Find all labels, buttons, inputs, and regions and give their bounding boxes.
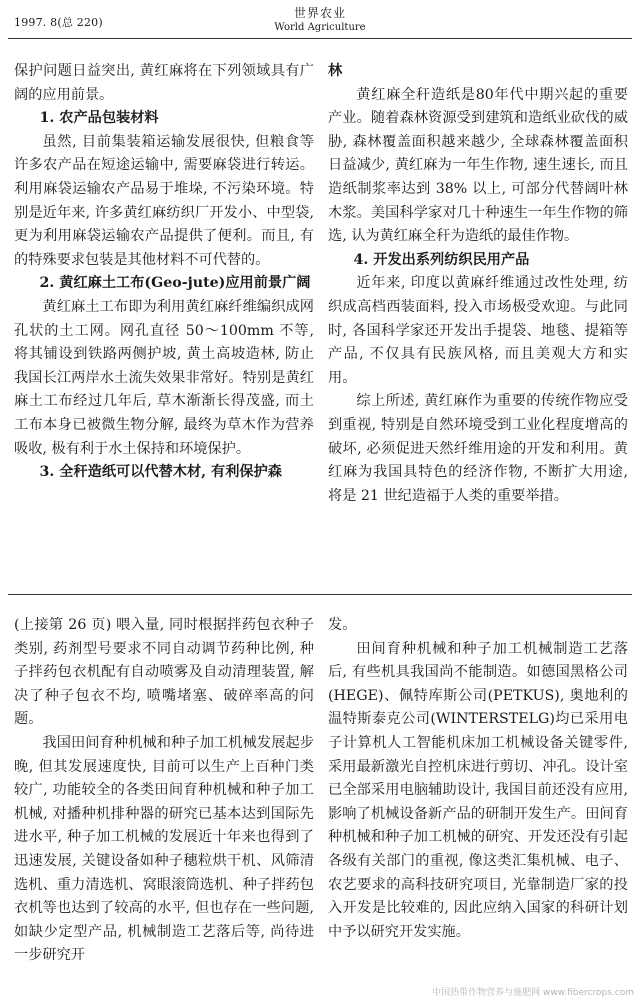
header-rule [8, 38, 632, 39]
issue-number: 1997. 8(总 220) [14, 16, 103, 29]
paragraph: 田间育种机械和种子加工机械制造工艺落后, 有些机具我国尚不能制造。如德国黑格公司(HEGE)、佩特库斯公司(PETKUS), 奥地利的温特斯泰克公司(WINTERSTELG)均已采用电子计算机人工智能机床加工机械设备关键零件, 采用最新激光自控机床进行剪切、冲孔。设计室已全部采用电脑辅助设计, 我国目前还没有应用, 影响了机械设备新产品的研制开发生产。田间育种机械和种子加工机械的研究、开发还没有引起各级有关部门的重视, 像这类汇集机械、电子、农艺要求的高科技研究项目, 光靠制造厂家的投入开发是比较难的, 因此应纳入国家的科研计划中予以研究开发实施。 [328, 640, 628, 940]
section-heading-continued: 林 [328, 63, 343, 79]
paragraph: 综上所述, 黄红麻作为重要的传统作物应受到重视, 特别是自然环境受到工业化程度增高的破坏, 必须促进天然纤维用途的开发和利用。黄红麻为我国具特色的经济作物, 不断扩大用途, 将是 21 世纪造福于人类的重要举措。 [328, 393, 628, 504]
paragraph: 发。 [328, 617, 357, 633]
journal-title-en: World Agriculture [274, 22, 366, 33]
paragraph: 保护问题日益突出, 黄红麻将在下列领域具有广阔的应用前景。 [14, 63, 314, 103]
section-heading: 3. 全秆造纸可以代替木材, 有利保护森 [39, 464, 282, 481]
article-column-3 [14, 614, 314, 968]
article-column-1 [14, 60, 314, 485]
watermark: 中国热带作物营养与施肥网 www.fibercrops.com [432, 988, 634, 998]
paragraph: 黄红麻全秆造纸是80年代中期兴起的重要产业。随着森林资源受到建筑和造纸业砍伐的威胁, 森林覆盖面积越来越少, 全球森林覆盖面积日益减少, 黄红麻为一年生作物, 速生速长, 而且造纸制浆率达到 38% 以上, 可部分代替阔叶林木浆。美国科学家对几十种速生一年生作物的筛选, 认为黄红麻全秆为造纸的最佳作物。 [328, 86, 628, 245]
journal-title-cn: 世界农业 [293, 6, 346, 20]
page-header [0, 0, 640, 48]
article-column-2 [328, 60, 628, 508]
section-heading: 4. 开发出系列纺织民用产品 [353, 251, 530, 268]
paragraph: 虽然, 目前集装箱运输发展很快, 但粮食等许多农产品在短途运输中, 需要麻袋进行转运。利用麻袋运输农产品易于堆垛, 不污染环境。特别是近年来, 许多黄红麻纺织厂开发小、中型袋, 更为利用麻袋运输农产品提供了便利。而且, 有的特殊要求包装是其他材料不可代替的。 [14, 133, 314, 268]
section-divider [8, 594, 632, 595]
journal-title [0, 5, 640, 34]
paragraph: (上接第 26 页) 喂入量, 同时根据拌药包衣种子类别, 药剂型号要求不同自动调节药种比例, 种子拌药包衣机配有自动喷雾及自动清理装置, 解决了种子包衣不均, 喷嘴堵塞、破碎率高的问题。 [14, 617, 314, 728]
paragraph: 近年来, 印度以黄麻纤维通过改性处理, 纺织成高档西装面料, 投入市场极受欢迎。与此同时, 各国科学家还开发出手提袋、地毯、提箱等产品, 不仅具有民族风格, 而且美观大方和实用。 [328, 275, 628, 386]
article-column-4 [328, 614, 628, 944]
paragraph: 我国田间育种机械和种子加工机械发展起步晚, 但其发展速度快, 目前可以生产上百种门类较广, 功能较全的各类田间育种机械和种子加工机械, 对播种机排种器的研究已基本达到国际先进水平, 种子加工机械的发展近十年来也得到了迅速发展, 关键设备如种子穗粒烘干机、风筛清选机、重力清选机、窝眼滚筒选机、种子拌药包衣机等也达到了较高的水平, 但也存在一些问题, 如缺少定型产品, 机械制造工艺落后等, 尚待进一步研究开 [14, 734, 314, 964]
section-heading: 2. 黄红麻土工布(Geo-jute)应用前景广阔 [39, 275, 311, 292]
paragraph: 黄红麻土工布即为利用黄红麻纤维编织成网孔状的土工网。网孔直径 50～100mm 不等, 将其铺设到铁路两侧护坡, 黄土高坡造林, 防止我国长江两岸水土流失效果非常好。特别是黄红麻土工布经过几年后, 草木渐渐长得茂盛, 而土工布本身已被微生物分解, 最终为草木作为营养吸收, 极有利于水土保持和环境保护。 [14, 298, 314, 457]
section-heading: 1. 农产品包装材料 [39, 110, 159, 127]
